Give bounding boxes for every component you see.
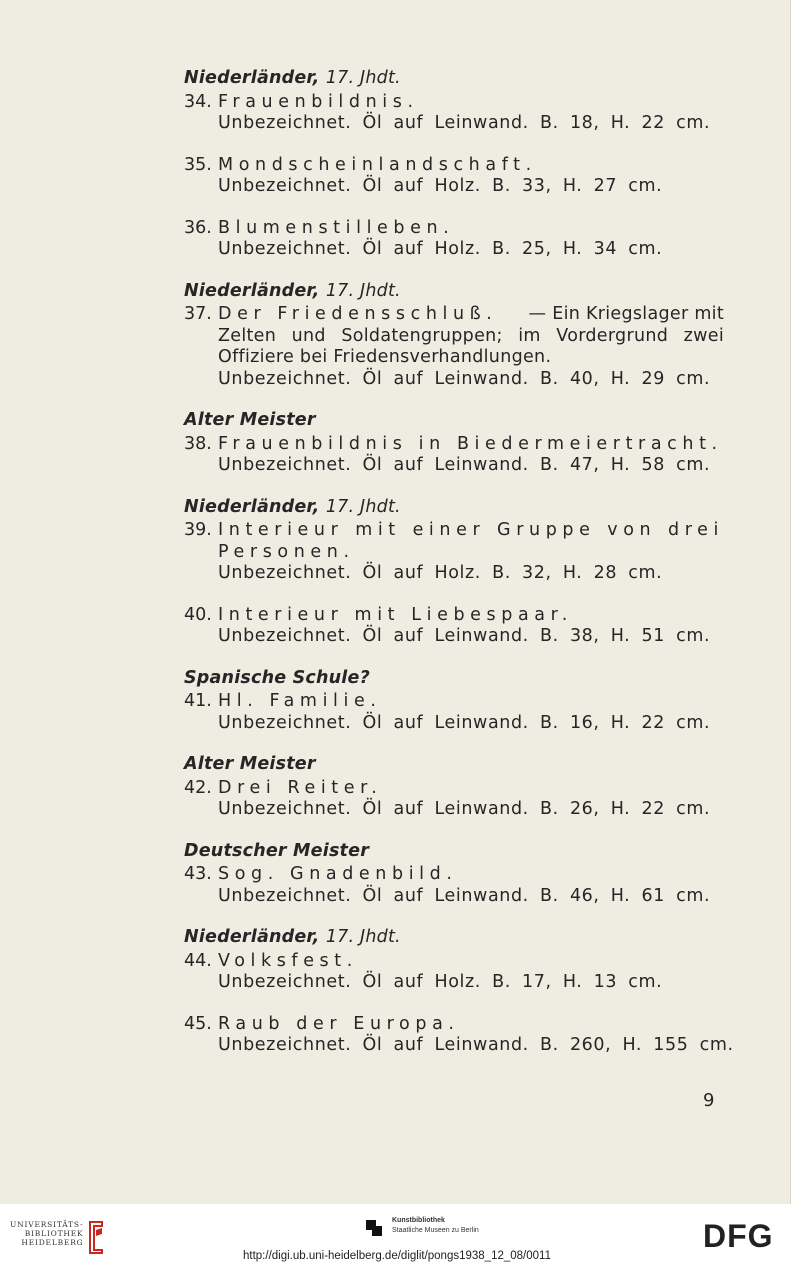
catalog-entry <box>184 155 724 198</box>
catalog-entry <box>184 605 724 648</box>
entry-number: 41. <box>184 691 212 711</box>
entry-number: 42. <box>184 777 212 798</box>
catalog-list <box>184 68 734 1057</box>
entry-title-line <box>184 1014 724 1036</box>
entry-title-line <box>184 218 724 240</box>
kunstbibliothek-subtitle: Staatliche Museen zu Berlin <box>392 1227 479 1234</box>
entry-details: Unbezeichnet. Öl auf Holz. B. 32, H. 28 cm. <box>218 563 663 583</box>
kunstbibliothek-emblem-icon <box>364 1216 384 1238</box>
dfg-logo[interactable]: DFG <box>703 1218 774 1254</box>
catalog-entry <box>184 304 724 390</box>
entry-details: Unbezeichnet. Öl auf Leinwand. B. 46, H. 61 cm. <box>218 885 711 906</box>
entry-number: 34. <box>184 91 212 112</box>
entry-title-wrap <box>218 304 724 326</box>
entry-number: 38. <box>184 433 212 454</box>
entry-title: Interieur mit einer Gruppe von drei <box>218 520 724 540</box>
entry-description-line: Zelten und Soldatengruppen; im Vordergrund zwei <box>218 325 724 346</box>
section-school: Niederländer, <box>184 496 320 517</box>
kunstbibliothek-name: Kunstbibliothek <box>392 1217 445 1224</box>
catalog-entry <box>184 951 724 994</box>
entry-title: Raub der Europa. <box>218 1013 460 1034</box>
entry-title-continued: Personen. <box>218 541 355 562</box>
entry-title: Interieur mit Liebespaar. <box>218 604 573 625</box>
entry-details: Unbezeichnet. Öl auf Leinwand. B. 47, H. 58 cm. <box>218 455 711 475</box>
section-heading <box>184 410 724 432</box>
section-century: 17. Jhdt. <box>325 280 401 301</box>
entry-title-line <box>184 155 724 177</box>
entry-details: Unbezeichnet. Öl auf Leinwand. B. 40, H. 29 cm. <box>218 368 711 389</box>
entry-title-line <box>184 434 724 456</box>
section-century: 17. Jhdt. <box>325 927 401 947</box>
entry-number: 36. <box>184 217 212 238</box>
entry-details: Unbezeichnet. Öl auf Holz. B. 25, H. 34 cm. <box>218 239 663 259</box>
section-heading <box>184 497 724 519</box>
entry-details: Unbezeichnet. Öl auf Holz. B. 33, H. 27 cm. <box>218 176 663 196</box>
entry-title: Drei Reiter. <box>218 777 383 798</box>
entry-details: Unbezeichnet. Öl auf Leinwand. B. 18, H. 22 cm. <box>218 113 711 133</box>
section-school: Niederländer, <box>184 68 320 88</box>
entry-details: Unbezeichnet. Öl auf Leinwand. B. 26, H. 22 cm. <box>218 799 711 819</box>
section-century: 17. Jhdt. <box>325 68 401 88</box>
entry-description-line: Offiziere bei Friedensverhandlungen. <box>218 347 552 367</box>
entry-title: Der Friedensschluß. <box>218 304 498 324</box>
entry-title-line <box>184 605 724 627</box>
entry-number: 35. <box>184 154 212 175</box>
section-heading <box>184 754 724 776</box>
catalog-entry <box>184 92 724 135</box>
source-url[interactable]: http://digi.ub.uni-heidelberg.de/diglit/pongs1938_12_08/0011 <box>243 1250 551 1262</box>
entry-title: Sog. Gnadenbild. <box>218 864 458 884</box>
entry-number: 45. <box>184 1013 212 1034</box>
catalog-entry <box>184 691 724 734</box>
entry-title: Hl. Familie. <box>218 691 382 711</box>
section-school: Deutscher Meister <box>184 840 370 861</box>
section-heading <box>184 68 724 90</box>
entry-title: Blumenstilleben. <box>218 217 455 238</box>
entry-number: 37. <box>184 304 212 324</box>
entry-number: 39. <box>184 520 212 540</box>
entry-title-line <box>184 778 724 800</box>
section-school: Niederländer, <box>184 927 320 947</box>
entry-title: Volksfest. <box>218 950 358 971</box>
catalog-entry <box>184 218 724 261</box>
section-school: Alter Meister <box>184 410 316 430</box>
kunstbibliothek-logo[interactable] <box>364 1216 479 1238</box>
section-heading <box>184 841 724 863</box>
catalog-entry <box>184 520 724 585</box>
entry-title-line <box>184 92 724 114</box>
entry-title-line <box>184 520 724 542</box>
section-school: Niederländer, <box>184 280 320 301</box>
viewer-footer <box>0 1204 794 1263</box>
university-library-logo[interactable] <box>10 1220 104 1254</box>
section-school: Spanische Schule? <box>184 667 370 688</box>
entry-details: Unbezeichnet. Öl auf Leinwand. B. 38, H. 51 cm. <box>218 626 711 646</box>
entry-title: Mondscheinlandschaft. <box>218 154 537 175</box>
university-library-name: UNIVERSITÄTS- BIBLIOTHEK HEIDELBERG <box>10 1220 84 1247</box>
entry-number: 40. <box>184 604 212 625</box>
entry-title-line <box>184 951 724 973</box>
page-number: 9 <box>703 1090 715 1111</box>
entry-title-line <box>184 864 724 886</box>
university-emblem-icon <box>86 1220 104 1254</box>
section-heading <box>184 927 724 949</box>
entry-title: Frauenbildnis. <box>218 91 419 112</box>
entry-number: 44. <box>184 950 212 971</box>
section-heading <box>184 668 724 690</box>
entry-details: Unbezeichnet. Öl auf Leinwand. B. 16, H. 22 cm. <box>218 712 711 733</box>
entry-number: 43. <box>184 864 212 884</box>
section-heading <box>184 281 724 303</box>
catalog-entry <box>184 1013 734 1057</box>
catalog-entry <box>184 434 724 477</box>
catalog-entry <box>184 864 724 907</box>
entry-title-line <box>184 691 724 713</box>
section-school: Alter Meister <box>184 754 316 774</box>
entry-title-rest: — Ein Kriegslager mit <box>528 304 724 324</box>
entry-title: Frauenbildnis in Biedermeiertracht. <box>218 433 723 454</box>
entry-details: Unbezeichnet. Öl auf Leinwand. B. 260, H. 155 cm. <box>218 1035 734 1055</box>
section-century: 17. Jhdt. <box>325 496 401 517</box>
entry-details: Unbezeichnet. Öl auf Holz. B. 17, H. 13 cm. <box>218 972 663 992</box>
entry-title-line <box>184 304 724 326</box>
catalog-entry <box>184 778 724 821</box>
